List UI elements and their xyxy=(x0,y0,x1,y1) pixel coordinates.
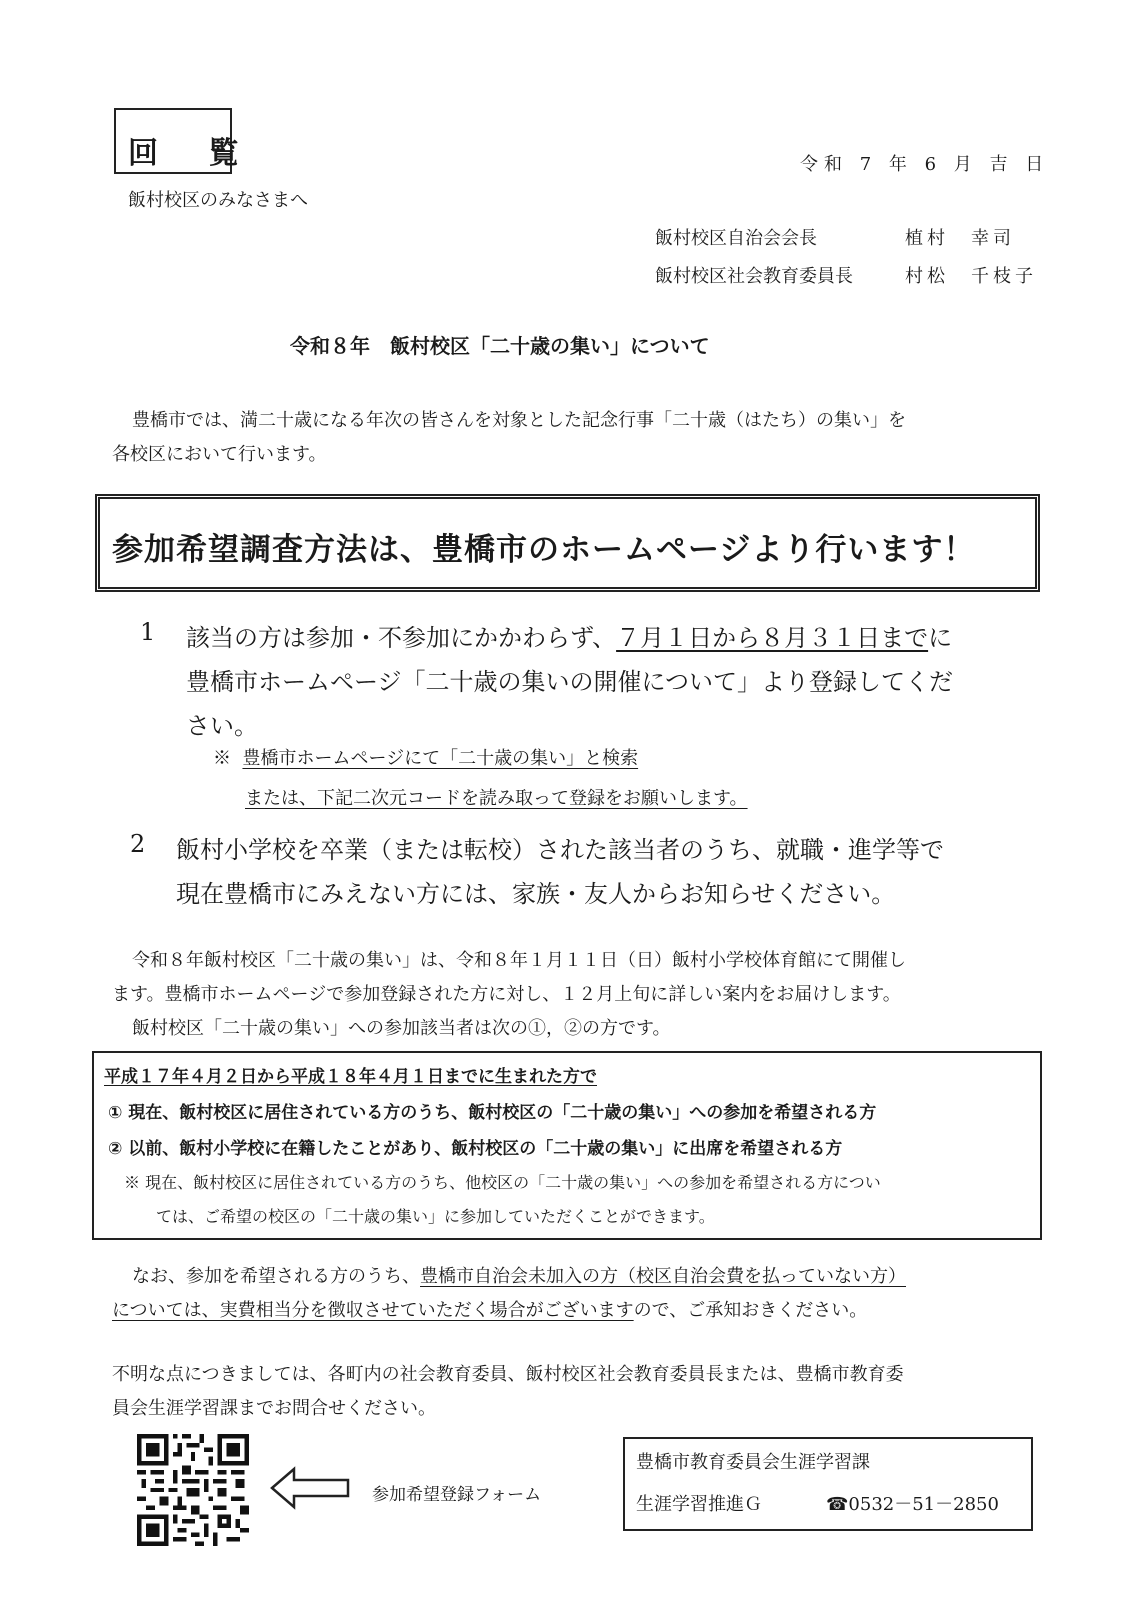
contact-office: 豊橋市教育委員会生涯学習課 xyxy=(636,1452,870,1473)
qr-code-icon[interactable] xyxy=(137,1434,249,1546)
sender-name-2: 村松 千枝子 xyxy=(905,266,1037,287)
fee-line-2 xyxy=(112,1296,867,1322)
note-1-text: 豊橋市ホームページにて「二十歳の集い」と検索 xyxy=(242,748,639,769)
banner-text: 参加希望調査方法は、豊橋市のホームページより行います！ xyxy=(112,532,976,568)
contact-phone: ☎0532－51－2850 xyxy=(826,1494,999,1515)
criteria-item-2: ② 以前、飯村小学校に在籍したことがあり、飯村校区の「二十歳の集い」に出席を希望される方 xyxy=(108,1139,843,1159)
item-2-line-2: 現在豊橋市にみえない方には、家族・友人からお知らせください。 xyxy=(176,880,896,908)
item-1-line-1-pre: 該当の方は参加・不参加にかかわらず、 xyxy=(186,624,617,652)
intro-line-1: 豊橋市では、満二十歳になる年次の皆さんを対象とした記念行事「二十歳（はたち）の集い」を xyxy=(132,410,906,431)
note-mark: ※ xyxy=(213,748,231,769)
item-1-note-1 xyxy=(213,744,638,770)
registration-form-label: 参加希望登録フォーム xyxy=(372,1485,542,1505)
item-1-line-3: さい。 xyxy=(186,712,258,740)
item-1-line-2: 豊橋市ホームページ「二十歳の集いの開催について」より登録してくだ xyxy=(186,668,954,696)
criteria-heading: 平成１７年４月２日から平成１８年４月１日までに生まれた方で xyxy=(104,1067,597,1087)
sender-name-1: 植村 幸司 xyxy=(905,228,1015,249)
fee-line-1-pre: なお、参加を希望される方のうち、 xyxy=(132,1266,420,1287)
item-1-number: 1 xyxy=(140,618,156,646)
inquiry-line-2: 員会生涯学習課までお問合せください。 xyxy=(112,1398,436,1419)
fee-line-2-underlined: については、実費相当分を徴収させていただく場合がございます xyxy=(112,1300,634,1321)
document-title: 令和８年 飯村校区「二十歳の集い」について xyxy=(290,334,710,358)
item-1-line-1 xyxy=(186,618,952,653)
item-2-line-1: 飯村小学校を卒業（または転校）された該当者のうち、就職・進学等で xyxy=(176,836,944,864)
sender-title-1: 飯村校区自治会会長 xyxy=(655,228,817,249)
criteria-note-line-1: ※ 現在、飯村校区に居住されている方のうち、他校区の「二十歳の集い」への参加を希望される方につい xyxy=(124,1173,881,1192)
inquiry-line-1: 不明な点につきましては、各町内の社会教育委員、飯村校区社会教育委員長または、豊橋市教育委 xyxy=(112,1364,904,1385)
event-line-2: ます。豊橋市ホームページで参加登録された方に対し、１２月上旬に詳しい案内をお届けします。 xyxy=(112,984,901,1005)
fee-line-1-underlined: 豊橋市自治会未加入の方（校区自治会費を払っていない方） xyxy=(420,1266,906,1287)
contact-group: 生涯学習推進Ｇ xyxy=(636,1494,762,1515)
item-1-line-1-post: に xyxy=(928,624,953,652)
addressee: 飯村校区のみなさまへ xyxy=(128,190,308,211)
registration-period: ７月１日から８月３１日まで xyxy=(616,624,929,652)
event-line-1: 令和８年飯村校区「二十歳の集い」は、令和８年１月１１日（日）飯村小学校体育館にて開催し xyxy=(132,950,906,971)
item-2-number: 2 xyxy=(130,830,146,858)
criteria-note-line-2: ては、ご希望の校区の「二十歳の集い」に参加していただくことができます。 xyxy=(156,1207,715,1226)
intro-line-2: 各校区において行います。 xyxy=(112,444,327,465)
sender-title-2: 飯村校区社会教育委員長 xyxy=(655,266,853,287)
issue-date: 令和 7 年 6 月 吉 日 xyxy=(800,154,1050,175)
criteria-item-1: ① 現在、飯村校区に居住されている方のうち、飯村校区の「二十歳の集い」への参加を希望される方 xyxy=(108,1103,877,1123)
fee-line-2-post: ので、ご承知おきください。 xyxy=(633,1300,868,1321)
kairan-label: 回 覧 xyxy=(128,136,259,171)
item-1-note-2: または、下記二次元コードを読み取って登録をお願いします。 xyxy=(245,788,748,809)
fee-line-1 xyxy=(132,1262,906,1288)
left-arrow-icon xyxy=(270,1466,350,1510)
event-line-3: 飯村校区「二十歳の集い」への参加該当者は次の①，②の方です。 xyxy=(132,1018,671,1039)
